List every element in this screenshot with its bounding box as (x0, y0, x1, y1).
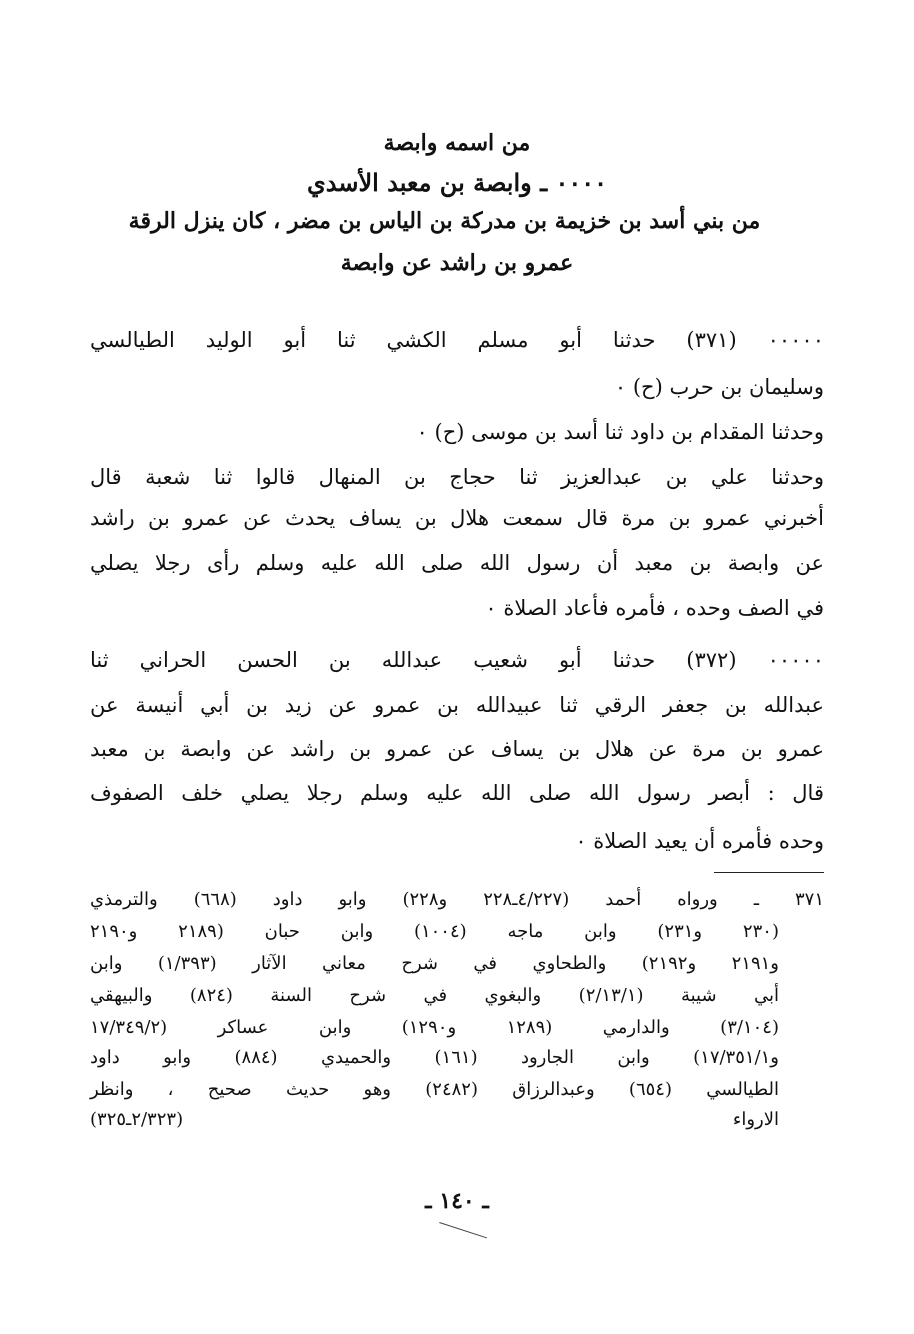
body-line: وسليمان بن حرب (ح) ٠ (614, 375, 824, 399)
body-line: أخبرني عمرو بن مرة قال سمعت هلال بن يساف يحدث عن عمرو بن راشد (90, 506, 824, 530)
footnote-line: الطيالسي (٦٥٤) وعبدالرزاق (٢٤٨٢) وهو حديث صحيح ، وانظر (90, 1079, 779, 1100)
footnote-line: (٣/١٠٤) والدارمي (١٢٨٩ و١٢٩٠) وابن عساكر (١٧/٣٤٩/٢ (90, 1017, 779, 1038)
footnote-line: (٢٣٠ و٢٣١) وابن ماجه (١٠٠٤) وابن حبان (٢١٨٩ و٢١٩٠ (90, 921, 779, 942)
body-line: ٠٠٠٠٠ (٣٧١) حدثنا أبو مسلم الكشي ثنا أبو الوليد الطيالسي (90, 328, 824, 352)
section-title: من اسمه وابصة (383, 130, 531, 156)
body-line: عن وابصة بن معبد أن رسول الله صلى الله عليه وسلم رأى رجلا يصلي (90, 551, 824, 575)
body-line: وحده فأمره أن يعيد الصلاة ٠ (575, 829, 824, 853)
body-line: وحدثنا علي بن عبدالعزيز ثنا حجاج بن المنهال قالوا ثنا شعبة قال (90, 465, 824, 489)
body-line: عمرو بن مرة عن هلال بن يساف عن عمرو بن راشد عن وابصة بن معبد (90, 737, 824, 761)
entry-heading: ٠٠٠٠ ـ وابصة بن معبد الأسدي (306, 168, 608, 197)
footnote-line: و٢١٩١ و٢١٩٢) والطحاوي في شرح معاني الآثار (١/٣٩٣) وابن (90, 953, 779, 974)
body-line: قال : أبصر رسول الله صلى الله عليه وسلم رجلا يصلي خلف الصفوف (90, 781, 824, 805)
footnote-line: و١٧/٣٥١/١) وابن الجارود (١٦١) والحميدي (٨٨٤) وابو داود (90, 1047, 779, 1068)
page-number: ـ ١٤٠ ـ (425, 1188, 489, 1214)
footnote-separator (714, 872, 824, 873)
subheading: عمرو بن راشد عن وابصة (340, 250, 574, 276)
body-line: وحدثنا المقدام بن داود ثنا أسد بن موسى (ح) ٠ (416, 420, 824, 444)
page-mark (439, 1211, 491, 1239)
footnote-line: ٣٧١ ـ ورواه أحمد (٤/٢٢٧ـ٢٢٨ و٢٢٨) وابو داود (٦٦٨) والترمذي (90, 889, 824, 910)
footnote-line: الارواء (٢/٣٢٣ـ٣٢٥) (90, 1109, 779, 1130)
body-line: في الصف وحده ، فأمره فأعاد الصلاة ٠ (485, 596, 824, 620)
lineage-line: من بني أسد بن خزيمة بن مدركة بن الياس بن مضر ، كان ينزل الرقة (128, 208, 761, 234)
body-line: ٠٠٠٠٠ (٣٧٢) حدثنا أبو شعيب عبدالله بن الحسن الحراني ثنا (90, 648, 824, 672)
footnote-line: أبي شيبة (٢/١٣/١) والبغوي في شرح السنة (٨٢٤) والبيهقي (90, 985, 779, 1006)
body-line: عبدالله بن جعفر الرقي ثنا عبيدالله بن عمرو عن زيد بن أبي أنيسة عن (90, 693, 824, 717)
